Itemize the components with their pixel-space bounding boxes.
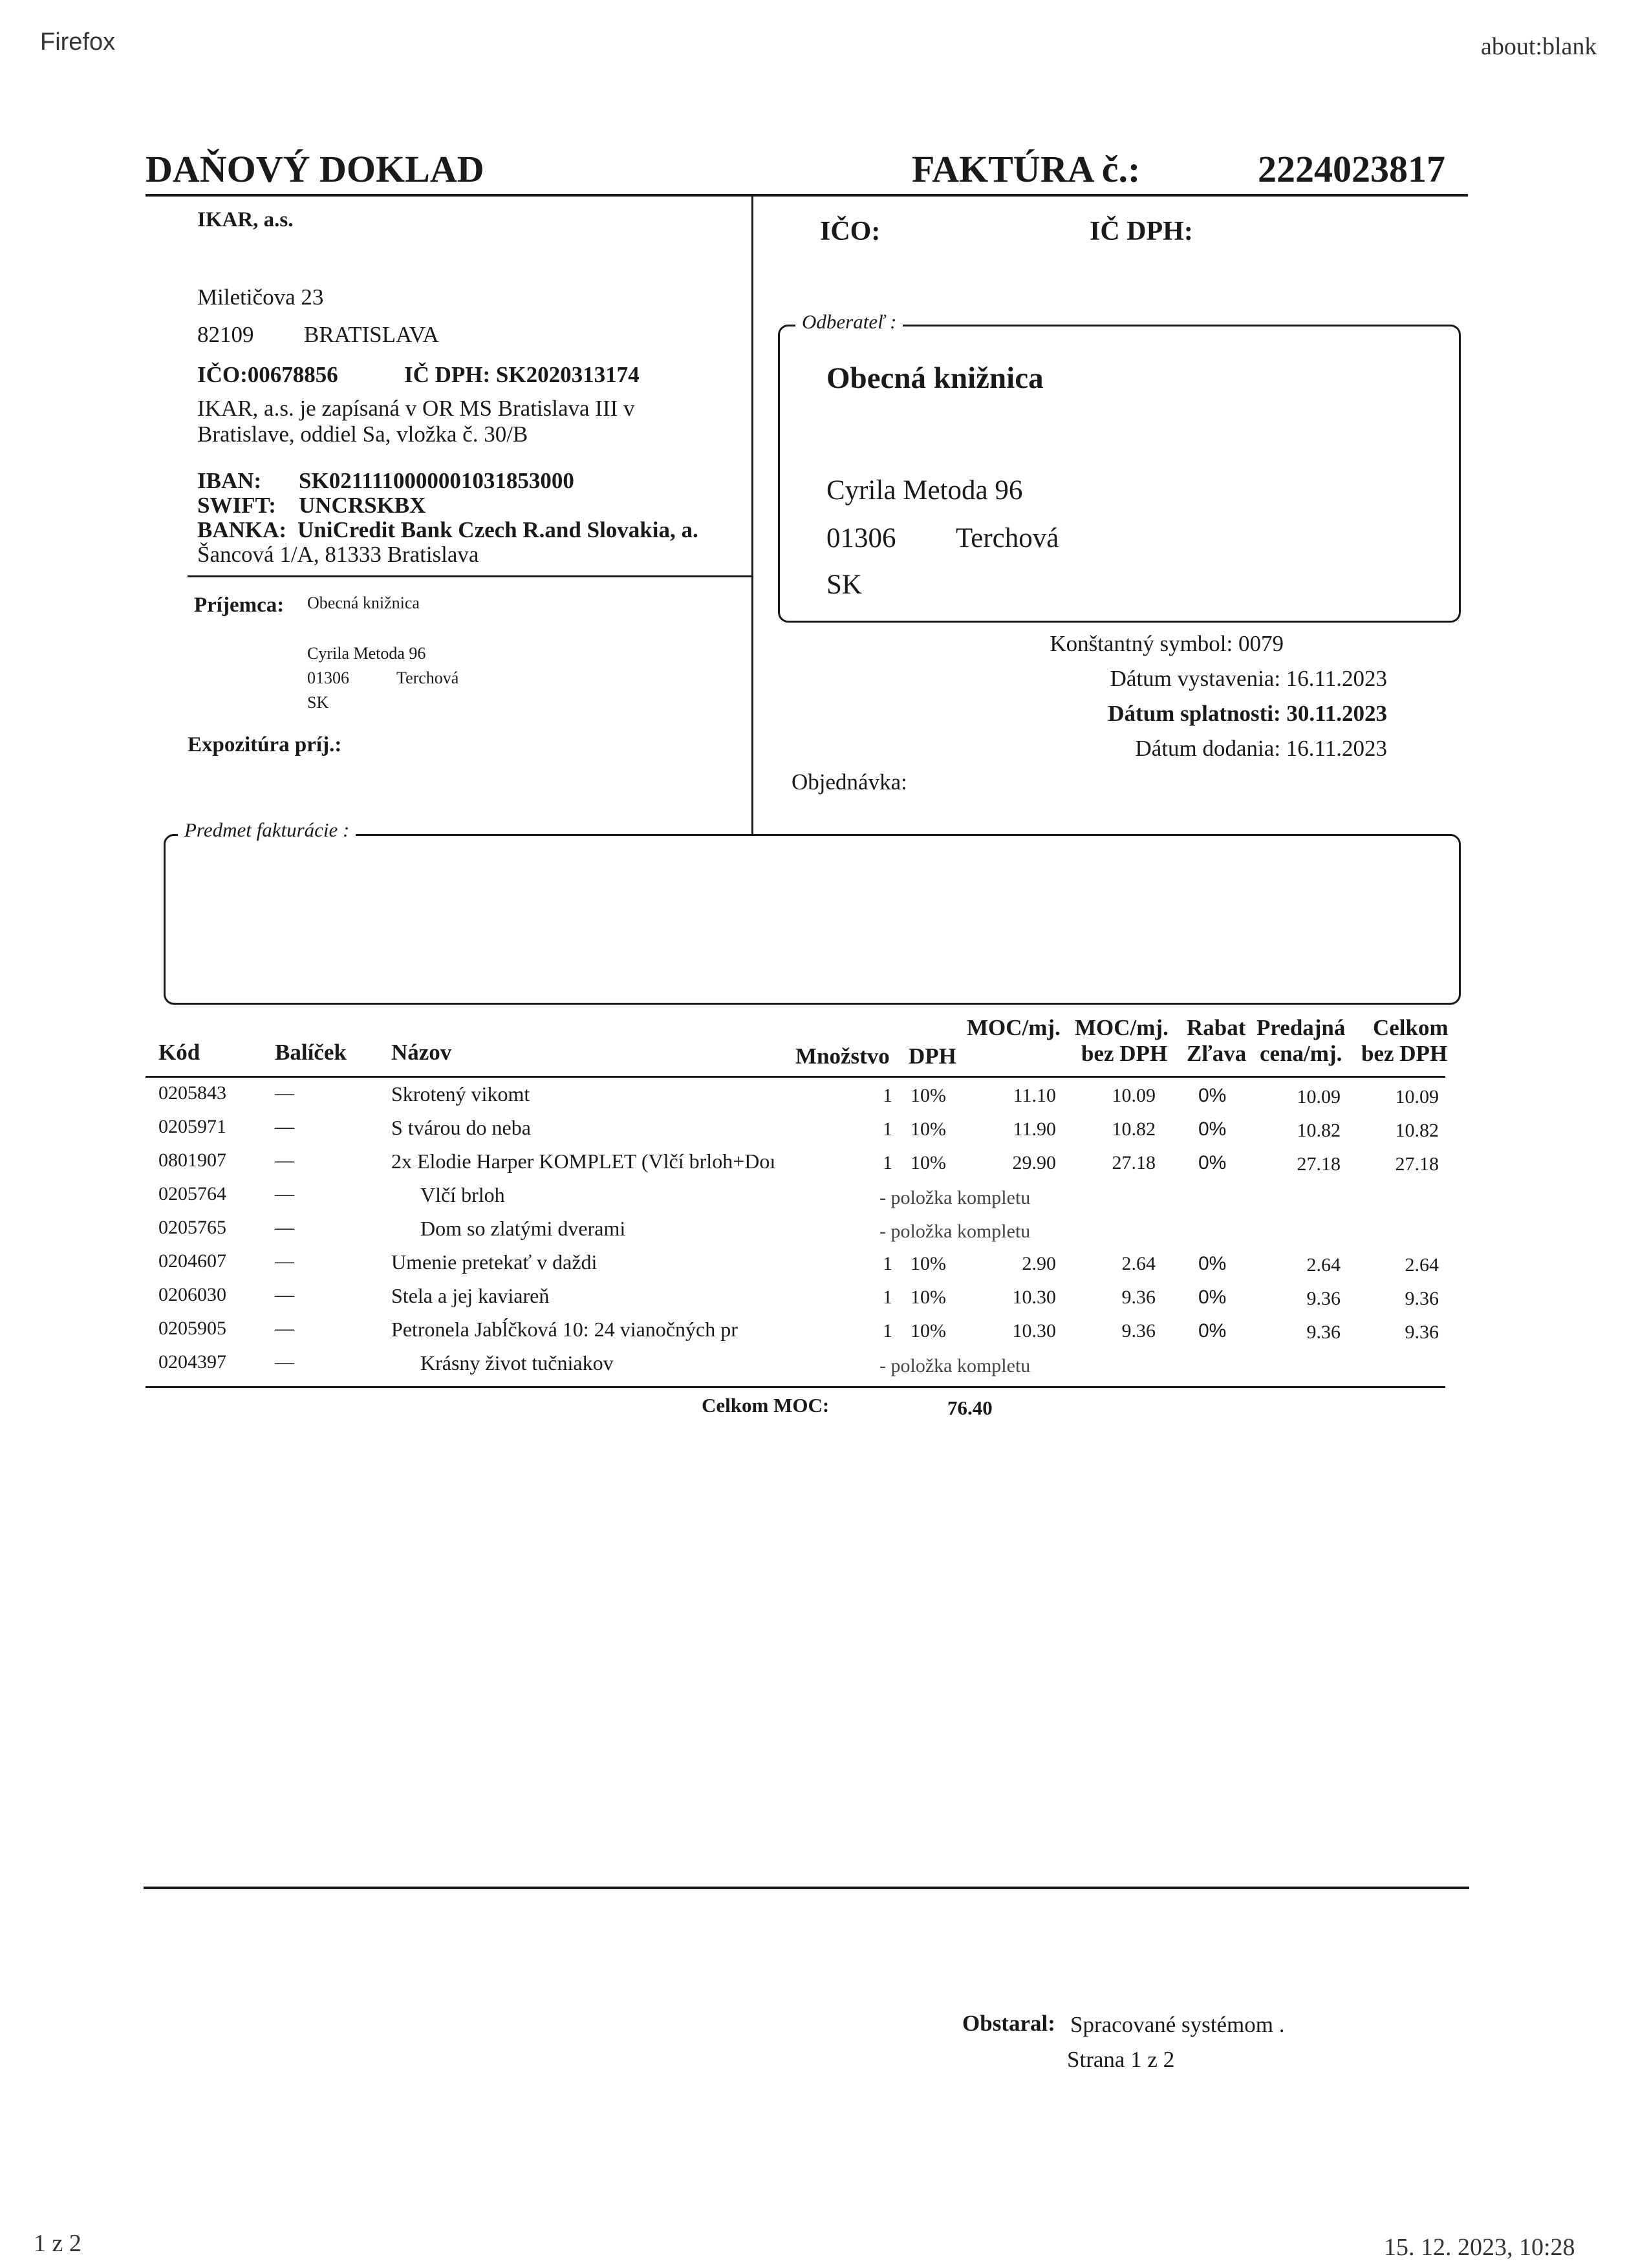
col-nazov: Názov [391,1040,452,1065]
row-celkom: 9.36 [1405,1288,1439,1309]
row-dph: 10% [911,1085,946,1106]
browser-url: about:blank [1481,33,1597,60]
obstaral-label: Obstaral: [962,2011,1055,2036]
datum-dodania: Dátum dodania: 16.11.2023 [1135,736,1387,761]
supplier-ico: IČO:00678856 [197,362,338,387]
print-page-count: 1 z 2 [34,2230,81,2257]
supplier-register-1: IKAR, a.s. je zapísaná v OR MS Bratislava III v [197,396,635,421]
row-kod: 0205971 [158,1116,226,1137]
obstaral-value: Spracované systémom . [1070,2012,1285,2037]
col-celkom-2: bez DPH [1361,1041,1448,1066]
table-row [146,1284,1445,1318]
row-kit-note: - položka kompletu [879,1221,1031,1242]
customer-legend: Odberateľ : [795,310,903,334]
total-value: 76.40 [947,1396,993,1419]
row-celkom: 9.36 [1405,1321,1439,1343]
customer-name: Obecná knižnica [826,361,1044,395]
row-balicek: — [275,1318,294,1339]
col-celkom-1: Celkom [1373,1015,1449,1040]
row-mnozstvo: 1 [883,1287,892,1308]
supplier-register-2: Bratislave, oddiel Sa, vložka č. 30/B [197,422,528,447]
row-nazov: Dom so zlatými dverami [420,1217,626,1240]
row-rabat: 0% [1198,1118,1227,1140]
subject-legend: Predmet fakturácie : [178,818,356,842]
header-divider [751,197,753,834]
print-timestamp: 15. 12. 2023, 10:28 [1384,2234,1575,2261]
row-balicek: — [275,1116,294,1137]
supplier-rule [188,575,751,577]
row-balicek: — [275,1183,294,1204]
row-moc: 2.90 [1022,1253,1056,1274]
row-dph: 10% [911,1118,946,1140]
bank-value: UniCredit Bank Czech R.and Slovakia, a. [297,517,698,542]
row-kod: 0206030 [158,1284,226,1305]
recipient-city: Terchová [396,669,459,687]
recipient-street: Cyrila Metoda 96 [307,644,426,663]
row-kit-note: - položka kompletu [879,1187,1031,1208]
row-moc-bez: 9.36 [1121,1287,1156,1308]
customer-country: SK [826,570,862,600]
invoice-label: FAKTÚRA č.: [912,148,1141,190]
row-moc-bez: 10.82 [1112,1118,1156,1140]
swift-label: SWIFT: [197,493,276,518]
table-row [146,1318,1445,1351]
row-balicek: — [275,1351,294,1373]
col-rabat-2: Zľava [1187,1041,1247,1066]
supplier-street: Miletičova 23 [197,284,324,310]
subject-box [164,834,1461,1005]
swift-value: UNCRSKBX [299,493,426,518]
bank-label: BANKA: [197,517,287,542]
recipient-country: SK [307,693,329,712]
supplier-name: IKAR, a.s. [197,208,294,231]
row-celkom: 10.09 [1395,1086,1439,1107]
row-predajna: 10.09 [1297,1086,1341,1107]
row-rabat: 0% [1198,1320,1227,1342]
row-moc-bez: 27.18 [1112,1152,1156,1173]
col-dph: DPH [909,1043,956,1069]
row-mnozstvo: 1 [883,1320,892,1342]
row-nazov: Stela a jej kaviareň [391,1284,550,1307]
row-mnozstvo: 1 [883,1118,892,1140]
row-rabat: 0% [1198,1253,1227,1274]
supplier-city: BRATISLAVA [304,322,439,347]
row-predajna: 9.36 [1306,1288,1341,1309]
invoice-number: 2224023817 [1258,148,1445,190]
table-row [146,1250,1445,1284]
browser-app-name: Firefox [40,28,116,56]
row-kod: 0801907 [158,1150,226,1171]
customer-city: Terchová [956,523,1059,553]
table-row [146,1150,1445,1183]
row-kod: 0205905 [158,1318,226,1339]
datum-splatnosti: Dátum splatnosti: 30.11.2023 [1108,701,1387,726]
row-balicek: — [275,1250,294,1272]
row-nazov: Skrotený vikomt [391,1082,530,1106]
row-rabat: 0% [1198,1152,1227,1173]
row-moc-bez: 2.64 [1121,1253,1156,1274]
document-title: DAŇOVÝ DOKLAD [146,148,484,190]
footer-rule [144,1887,1469,1889]
row-nazov: 2x Elodie Harper KOMPLET (Vlčí brloh+Doı [391,1150,776,1173]
table-bottom-rule [146,1386,1445,1388]
row-rabat: 0% [1198,1287,1227,1308]
row-dph: 10% [911,1152,946,1173]
col-moc-bez-1: MOC/mj. [1075,1015,1169,1040]
row-celkom: 2.64 [1405,1254,1439,1276]
row-kod: 0205765 [158,1217,226,1238]
recipient-label: Príjemca: [194,594,285,617]
row-kod: 0204397 [158,1351,226,1373]
row-predajna: 2.64 [1306,1254,1341,1276]
col-mnozstvo: Množstvo [795,1043,890,1069]
table-row [146,1116,1445,1150]
row-dph: 10% [911,1320,946,1342]
row-predajna: 9.36 [1306,1321,1341,1343]
table-row [146,1217,1445,1250]
customer-icdph-label: IČ DPH: [1090,217,1193,246]
row-moc: 11.10 [1013,1085,1056,1106]
col-balicek: Balíček [275,1040,347,1065]
row-nazov: S tvárou do neba [391,1116,531,1139]
col-moc-bez-2: bez DPH [1081,1041,1168,1066]
row-balicek: — [275,1217,294,1238]
objednavka-label: Objednávka: [792,769,907,795]
row-moc: 11.90 [1013,1118,1056,1140]
bank-address: Šancová 1/A, 81333 Bratislava [197,542,479,567]
table-header-rule [146,1076,1445,1078]
col-rabat-1: Rabat [1187,1015,1246,1040]
row-dph: 10% [911,1287,946,1308]
row-nazov: Vlčí brloh [420,1183,505,1206]
col-kod: Kód [158,1040,200,1065]
expozitura-label: Expozitúra príj.: [188,733,342,756]
row-kod: 0205764 [158,1183,226,1204]
table-row [146,1351,1445,1385]
row-dph: 10% [911,1253,946,1274]
page-number: Strana 1 z 2 [1067,2047,1175,2072]
konstantny-symbol: Konštantný symbol: 0079 [1050,631,1284,656]
row-moc: 10.30 [1012,1287,1056,1308]
col-moc-dph: MOC/mj. [967,1015,1061,1040]
row-balicek: — [275,1082,294,1104]
row-moc-bez: 10.09 [1112,1085,1156,1106]
row-celkom: 27.18 [1395,1153,1439,1175]
row-nazov: Krásny život tučniakov [420,1351,614,1375]
recipient-name: Obecná knižnica [307,594,420,612]
row-rabat: 0% [1198,1085,1227,1106]
customer-ico-label: IČO: [820,217,881,246]
row-kod: 0205843 [158,1082,226,1104]
iban-label: IBAN: [197,468,262,493]
supplier-icdph: IČ DPH: SK2020313174 [404,362,640,387]
row-balicek: — [275,1284,294,1305]
row-mnozstvo: 1 [883,1152,892,1173]
row-moc-bez: 9.36 [1121,1320,1156,1342]
row-mnozstvo: 1 [883,1253,892,1274]
iban-value: SK0211110000001031853000 [299,468,574,493]
col-predajna-2: cena/mj. [1260,1041,1342,1066]
row-moc: 29.90 [1012,1152,1056,1173]
row-balicek: — [275,1150,294,1171]
row-nazov: Umenie pretekať v daždi [391,1250,598,1274]
row-kit-note: - položka kompletu [879,1355,1031,1376]
customer-zip: 01306 [826,523,896,553]
col-predajna-1: Predajná [1256,1015,1346,1040]
supplier-zip: 82109 [197,322,254,347]
row-celkom: 10.82 [1395,1120,1439,1141]
row-mnozstvo: 1 [883,1085,892,1106]
row-predajna: 27.18 [1297,1153,1341,1175]
customer-street: Cyrila Metoda 96 [826,475,1023,506]
datum-vystavenia: Dátum vystavenia: 16.11.2023 [1110,666,1387,691]
recipient-zip: 01306 [307,669,349,687]
row-moc: 10.30 [1012,1320,1056,1342]
title-rule [146,194,1468,197]
total-label: Celkom MOC: [702,1394,830,1417]
table-row [146,1082,1445,1116]
row-nazov: Petronela Jabĺčková 10: 24 vianočných pr [391,1318,738,1341]
row-predajna: 10.82 [1297,1120,1341,1141]
row-kod: 0204607 [158,1250,226,1272]
table-row [146,1183,1445,1217]
